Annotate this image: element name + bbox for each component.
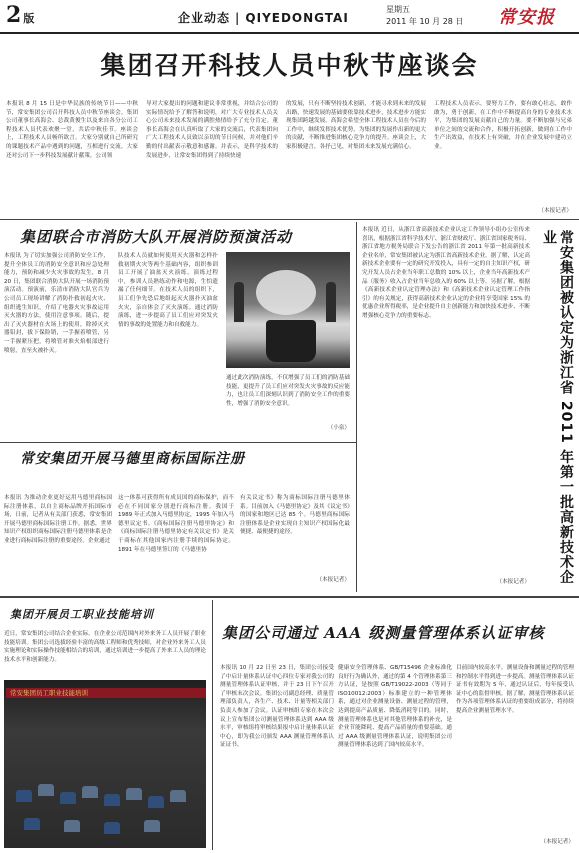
- section-divider: |: [235, 11, 241, 25]
- date: 2011 年 10 月 28 日: [386, 17, 464, 26]
- fire-article-col3: 通过此次消防演练，不仅增强了员工们的消防基础技能，更提升了员工们应对突发火灾事故的反应能力，也让员工们深刻认识到了消防安全工作的重要性，增强了消防安全意识。: [226, 375, 350, 407]
- trademark-article-col3: 有关议定书》称为商标国际注册马德里体系。目前加入《马德里协定》及其《议定书》的国家和地区已达 85 个。马德里商标国际注册体系是企业实现自主知识产权国际化最便捷、最便捷的途径。: [240, 495, 350, 536]
- aaa-article-col1: 本报讯 10 月 22 日至 23 日，集团公司接受了中启计量体系认证中心四位专家对我公司的测量管理体系认证审核，并于 23 日下午召开了审核末次会议。集团公司副总经理、质量管理部负责人，各生产、技术、计量等相关部门负责人参加了会议。认证审核组专家在本次会议上宣布集团公司测量管理体系达到 AAA 级水平，审核组将审核结果报中启计量体系认证中心，即为我公司颁发 AAA 测量管理体系认证证书。: [220, 665, 334, 749]
- attendee: [24, 818, 40, 830]
- divider: [0, 219, 579, 220]
- attendee: [16, 790, 32, 802]
- fire-article-sign: （小泉）: [327, 425, 350, 431]
- fire-drill-photo: [226, 252, 350, 368]
- sidebar-headline-box: [534, 226, 579, 586]
- fire-article-title: 集团联合市消防大队开展消防预演活动: [20, 228, 293, 246]
- divider: [356, 222, 357, 592]
- fire-article-col1: 本报讯 为了切实加强公司消防安全工作，提升全体员工的消防安全意识和应急处理能力，预防和减少火灾事故的发生，8 月 20 日，集团联合消防大队开展一场消防预演活动。预演前，乐清市消防大队官兵为公司员工现场讲解了消防扑救初起火灾、组织逃生知识，介绍了电器火灾事故运用灭火器的方法，使用注意事项。随后，提出了灭火器材在火场上的使用，除掉灭火器铅封，拔下保险销，一手握着喷管，另一手握紧压把，将喷管对准火焰根部进行喷射，直至火被扑灭。: [4, 253, 109, 354]
- sidebar-article-sign: （本报记者）: [496, 579, 530, 585]
- fire-article-col2: 队技术人员就如何使用灭火器和怎样扑救初期火灾等两个基础内容，组织参训员工开展了油盆灭火演练。演练过程中，参训人员熟练动作和电源，生怕遗漏了任何细节。在技术人员的组织下，员工们争先恐后地组起灭火器扑灭油盆火灾，亲自体会了灭火演练。通过消防演练，进一步提高了员工们应对突发火情的事故的处置能力和自救能力。: [118, 253, 218, 328]
- issue-date: [386, 4, 463, 28]
- attendee: [170, 790, 186, 802]
- aaa-article-title: 集团公司通过 AAA 级测量管理体系认证审核: [222, 624, 545, 642]
- attendee: [104, 822, 120, 834]
- attendee: [38, 784, 54, 796]
- weekday: 星期五: [386, 5, 410, 14]
- person-figure: [234, 282, 244, 322]
- attendee: [148, 796, 164, 808]
- main-article-sign: （本报记者）: [538, 208, 572, 214]
- section-title: 企业动态: [178, 11, 231, 25]
- training-article-title: 集团开展员工职业技能培训: [10, 608, 154, 621]
- divider: [212, 600, 213, 850]
- main-article-col4: 工程技术人员表示，要努力工作，要有敢心壮志，敢作敢为，勇于创新，在工作中不断提高自身的专业技术水平，为集团的发展贡献自己的力量。要不断加强与兄弟单位之间的交流和合作，积极开拓创新，做到在工作中生产出效益，在技术上有突破，并在企业发展中建功立业。: [434, 101, 572, 150]
- main-article-col2: 导对大家提出的问题和建议非常重视，并结合公司的实际情况给予了解答和说明，对广大专业技术人员关心公司未来技术发展的满腔热情给予了充分肯定。董事长高海会在认真听取了大家的交流后，代表集团向广大工程技术人员致以亲切的节日问候，并对他们辛勤的付出献表示敬意和感谢。并表示，是科学技术的发展进步，让常安集团得到了持续快速: [146, 101, 278, 159]
- page-suffix: 版: [23, 12, 35, 25]
- fire-drum: [266, 320, 316, 362]
- section-name: [178, 9, 349, 26]
- attendee: [60, 792, 76, 804]
- trademark-article-title: 常安集团开展马德里商标国际注册: [20, 451, 245, 467]
- section-title-en: QIYEDONGTAI: [245, 11, 349, 25]
- newspaper-logo: 常安报: [498, 7, 555, 28]
- divider: [0, 596, 579, 598]
- trademark-article-col1: 本报讯 为推动企业更好运用马德里商标国际注册体系，以自主商标品牌开拓国际市场，日前，记者从有关部门获悉，常安集团开展马德里商标国际注册工作。据悉，世界知识产权组织商标国际注册马德里体系是企业进行商标国际注册的重要途径。企业通过: [4, 495, 112, 544]
- training-article-text: 近日，常安集团公司结合企业实际，在企业公司范围内对外来务工人员开展了职业技能培训。集团公司选拔经验丰富的高级工程师和优秀技师，对企业外来务工人员实施理论和实际操作技能相结合的培训，通过培训进一步提高了外来工人员的理论技术水平和创新能力。: [4, 631, 206, 663]
- training-banner-text: 常安集团员工职业技能培训: [10, 689, 88, 697]
- smoke: [256, 270, 316, 315]
- sidebar-article-text: 本报讯 近日，从浙江省高新技术企业认定工作领导小组办公室传来喜讯，根据浙江省科学技术厅、浙江省财政厅、浙江省国家税务局、浙江省地方税务局联合下发公告的浙江省 2011 年第一批高新技术企业名单，常安集团被认定为浙江省高新技术企业。据了解，认定高新技术企业要有一定的研究开发投入，具有一定的自主知识产权，研究开发人员占企业当年职工总数的 10% 以上，企业当年高新技术产品（服务）收入占企业当年总收入的 60% 以上等。另据了解，根据《高新技术企业认定管理办法》和《高新技术企业认定管理工作指引》的有关规定，获得高新技术企业认定的企业将享受国家 15% 的优惠企业所得税率，是企业提升自主创新能力和加快技术进步、不断增强核心竞争力的重要标志。: [362, 227, 530, 319]
- attendee: [82, 786, 98, 798]
- attendee: [64, 820, 80, 832]
- attendee: [144, 820, 160, 832]
- divider: [0, 442, 356, 443]
- trademark-article-col2: 这一体系可获得所有成员国的商标保护，而不必在不同国家分别进行商标注册。我国于 1989 年正式加入马德里协定，1995 年加入马德里议定书。《商标国际注册马德里协定》和《商标国际注册马德里协定有关议定书》是关于商标在其他国家内注册手续的国际协定。1891 年在马德里签订的《马德里协: [118, 495, 234, 553]
- page-header: [0, 0, 579, 34]
- trademark-article-sign: （本报记者）: [316, 577, 350, 583]
- main-article-col3: 的发展，只有不断坚持技术创新，才能寻求到未来的发展出路，快速发展的基础要依靠技术进步，技术进步方能实现集团跨越发展。高海会希望全体工程技术人员在今后的工作中，继续发挥技术优势，为集团的发展作出新的更大的贡献，不断推进集团核心竞争力的提升。座谈会上，大家积极建言，各抒己见，对集团未来发展充满信心。: [286, 101, 426, 150]
- attendee: [104, 794, 120, 806]
- aaa-article-col2: 健康安全管理体系、GB/T15496 企业标准化良好行为确认外，通过的第 4 个管理体系第三方认证，是按照 GB/T19022-2003（等同于 ISO10012:2003）标准建立的一种管理体系，通过对企业测量设备、测量过程的管理，达到提高产品质量、降低消耗等目的。同时，测量管理体系也是对其他管理体系的补充，是企业节能降耗、提高产品质量的重要基础。通过 AAA 级测量管理体系认证，说明集团公司测量管理体系达到了国内较高水平。: [338, 665, 452, 749]
- training-photo: [4, 680, 206, 848]
- page-number: 2 版: [6, 2, 35, 28]
- attendee: [126, 788, 142, 800]
- person-figure: [326, 282, 336, 322]
- aaa-article-sign: （本报记者）: [540, 839, 574, 845]
- sidebar-headline: 常安集团被认定为浙江省 2011 年第一批高新技术企业: [541, 230, 574, 585]
- main-headline: 集团召开科技人员中秋节座谈会: [100, 51, 479, 80]
- main-article-col1: 本报讯 8 月 15 日是中华民族的传统节日——中秋节，常安集团公司召开科技人员中秋节座谈会。集团公司董事长高海会、总裁黄俊生以及来自各分公司工程技术人员代表欢聚一堂，共话中秋佳节。座谈会上，工程技术人员畅所欲言。大家分别就自己所研究的课题技术产品中遇到的问题，互相进行交流。大家还对公司下一步科技发展献计献策。公司领: [6, 101, 138, 159]
- aaa-article-col3: 目前国内较高水平，测量设备和测量过程的管理和控制水平得到进一步提高。测量管理体系认证证书有效期为 5 年，通过认证后，每年接受认证中心的监督审核。据了解，测量管理体系认证作为各项管理体系认证的重要组成部分，将持续提高企业测量管理水平。: [456, 665, 574, 714]
